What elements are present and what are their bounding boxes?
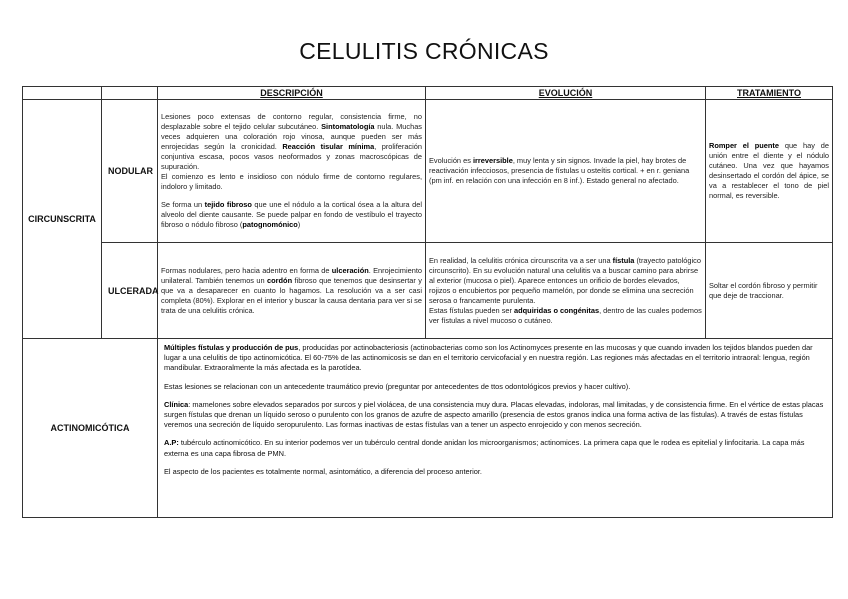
nodular-evolution: Evolución es irreversible, muy lenta y sin signos. Invade la piel, hay brotes de reactivación infecciosos, presencia de fístulas u osteítis cortical. + en r. geniana (pm inf. en relación con una infección en 8 inf.). Estado general no afectado. [426, 100, 706, 243]
actinomicotica-row [23, 339, 833, 518]
nodular-desc-p3: Se forma un tejido fibroso que une el nódulo a la cortical ósea a la altura del alveolo del diente causante. Se puede palpar en fondo de vestíbulo el trayecto fibroso o nódulo fibroso (patognomónico) [161, 200, 422, 229]
header-evolucion: EVOLUCIÓN [426, 87, 706, 100]
ulcerada-description: Formas nodulares, pero hacia adentro en forma de ulceración. Enrojecimiento unilateral. También tenemos un cordón fibroso que tenemos que desinsertar y que va a desaparecer en cuanto lo hagamos. La resolución va a ser casi completa (80%). Explorar en el interior y buscar la causa dentaria para ver si se trata de una celulitis crónica. [158, 243, 426, 339]
nodular-desc-p1: Lesiones poco extensas de contorno regular, consistencia firme, no desplazable sobre el tejido celular subcutáneo. Sintomatología nula. Muchas veces adquieren una coloración rojo vinosa, aunque pueden ser más enrojecidas según la cronicidad. Reacción tisular mínima, proliferación conjuntiva escasa, pocos vasos neoformados y zonas macroscópicas de supuración. [161, 112, 422, 171]
celulitis-table [22, 86, 833, 518]
ulcerada-evolution: En realidad, la celulitis crónica circunscrita va a ser una fístula (trayecto patológico circunscrito). En su evolución natural una celulitis va a buscar camino para abrirse al exterior (mucosa o piel). Aparece entonces un orificio de bordes elevados, rojizos o encubiertos por pequeño mamelón, por donde se elimina una secreción serosa o francamente purulenta. Estas fístulas pueden ser adquiridas o congénitas, dentro de las cuales podemos ver fístulas a nivel mucoso o cutáneo. [426, 243, 706, 339]
nodular-treatment: Romper el puente que hay de unión entre el diente y el nódulo cutáneo. Una vez que hayamos desinsertado el cordón del ápice, se va a restablecer el tono de piel normal, es reversible. [706, 100, 833, 243]
subtype-ulcerada: ULCERADA [102, 243, 158, 339]
header-tratamiento: TRATAMIENTO [706, 87, 833, 100]
nodular-row [23, 100, 833, 243]
ulcerada-treatment: Soltar el cordón fibroso y permitir que deje de traccionar. [706, 243, 833, 339]
actino-p5: El aspecto de los pacientes es totalmente normal, asintomático, a diferencia del proceso anterior. [164, 466, 482, 476]
actinomicotica-description [158, 339, 833, 518]
header-empty-2 [102, 87, 158, 100]
category-actinomicotica: ACTINOMICÓTICA [23, 339, 158, 518]
header-empty-1 [23, 87, 102, 100]
ulcerada-row [23, 243, 833, 339]
subtype-nodular: NODULAR [102, 100, 158, 243]
header-descripcion: DESCRIPCIÓN [158, 87, 426, 100]
actino-p1: Múltiples fístulas y producción de pus, producidas por actinobacteriosis (actinobacterias como son los Actinomyces presente en las mucosas y que cuando invaden los tejidos blandos pueden dar lugar a una celulitis de tipo actinomicótica. El 60-75% de las actinomicosis se dan en el territorio cervicofacial y en nuestra región. Las regiones más afectadas en el territorio intraoral: lengua, región mandibular. Extraoralmente la más afectada es la parotídea. [164, 343, 813, 373]
nodular-description [158, 100, 426, 243]
category-circunscrita: CIRCUNSCRITA [23, 100, 102, 339]
header-row [23, 87, 833, 100]
actino-p4: A.P: tubérculo actinomicótico. En su interior podemos ver un tubérculo central donde anidan los microorganismos; actinomices. La primera capa que le rodea es epitelial y linfocitaria. La capa más externa es una capa fibrosa de PMN. [164, 438, 805, 458]
actino-p3: Clínica: mamelones sobre elevados separados por surcos y piel violácea, de una consistencia muy dura. Placas elevadas, indoloras, mal limitadas, y de consistencia firme. En el vértice de estas placas surgen fístulas que drenan un líquido seroso o purulento con los granos de azufre de aspecto amarillo (presencia de estos granos indica una forma activa de las fístulas). A través de estas fístulas veremos una secreción de líquido seropurulento. Las formas inactivas de estas fístulas van a tener un aspecto enrojecido y con menos secreción. [164, 399, 824, 430]
nodular-desc-p2: El comienzo es lento e insidioso con nódulo firme de contorno regulares, indoloro y limitado. [161, 172, 422, 191]
actino-p2: Estas lesiones se relacionan con un antecedente traumático previo (preguntar por antecedentes de ttos odontológicos previos y hacer cultivo). [164, 381, 631, 391]
page-title: CELULITIS CRÓNICAS [299, 38, 549, 64]
